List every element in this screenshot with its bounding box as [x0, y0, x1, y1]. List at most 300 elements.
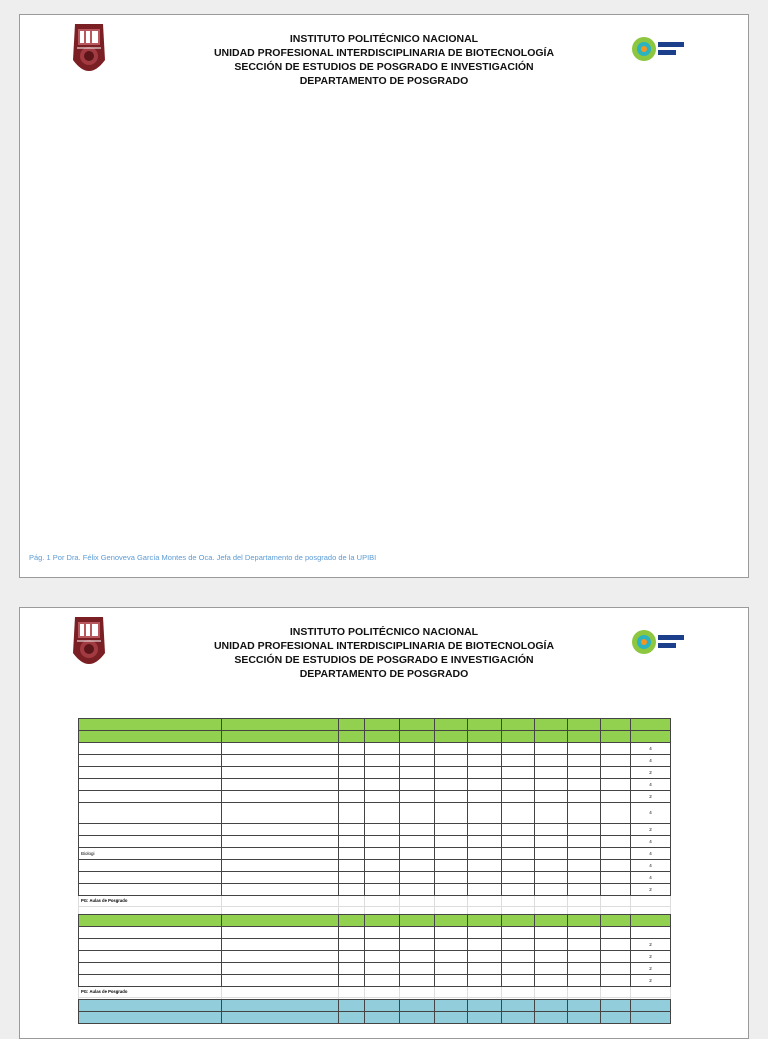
header-cell [601, 719, 631, 731]
header-cell [535, 927, 568, 939]
credits-cell: 2 [631, 951, 671, 963]
table-cell [400, 860, 435, 872]
table-cell [502, 824, 535, 836]
table-cell [535, 872, 568, 884]
credits-cell: 2 [631, 963, 671, 975]
header-cell [468, 927, 502, 939]
header-cell [601, 1000, 631, 1012]
header-cell [400, 1012, 435, 1024]
header-cell [502, 1000, 535, 1012]
table-cell [502, 779, 535, 791]
course-name-cell [79, 824, 222, 836]
table-cell [222, 791, 339, 803]
table-cell [400, 836, 435, 848]
table-row [79, 848, 671, 860]
table-cell [400, 951, 435, 963]
header-cell [568, 731, 601, 743]
course-name-cell [79, 803, 222, 824]
table-row [79, 951, 671, 963]
header-cell [365, 1012, 400, 1024]
table-cell [601, 836, 631, 848]
table-cell [339, 884, 365, 896]
table-cell [568, 987, 601, 998]
credits-cell: 4 [631, 872, 671, 884]
credits-cell: 2 [631, 791, 671, 803]
page-footer: Pág. 1 Por Dra. Félix Genoveva García Montes de Oca. Jefa del Departamento de posgrado de la UPIBI [29, 553, 377, 562]
table-row [79, 860, 671, 872]
header-cell [365, 927, 400, 939]
table-cell [468, 824, 502, 836]
table-cell [568, 848, 601, 860]
header-cell [601, 915, 631, 927]
table-cell [222, 987, 339, 998]
table-cell [435, 860, 468, 872]
header-cell [535, 1000, 568, 1012]
table-cell [400, 939, 435, 951]
table-cell [601, 767, 631, 779]
table-cell [400, 848, 435, 860]
header-cell [502, 719, 535, 731]
table-cell [535, 824, 568, 836]
header-cell [631, 915, 671, 927]
table-cell [400, 872, 435, 884]
table-cell [535, 896, 568, 907]
table-cell [435, 836, 468, 848]
header-cell [631, 927, 671, 939]
table-cell [535, 755, 568, 767]
table-cell [339, 987, 365, 998]
classroom-note: PG: Aulas de Posgrado [79, 987, 222, 998]
header-cell [535, 1012, 568, 1024]
header-cell [535, 719, 568, 731]
table-cell [502, 755, 535, 767]
table-cell [502, 791, 535, 803]
table-cell [601, 987, 631, 998]
table-cell [535, 779, 568, 791]
table-cell [468, 755, 502, 767]
table-cell [535, 848, 568, 860]
table-cell [601, 963, 631, 975]
table-cell [365, 824, 400, 836]
table-cell [468, 779, 502, 791]
table-cell [468, 872, 502, 884]
header-cell [339, 915, 365, 927]
table-cell [435, 884, 468, 896]
table-cell [365, 860, 400, 872]
course-name-cell [79, 951, 222, 963]
table-cell [502, 951, 535, 963]
table-cell [339, 791, 365, 803]
header-line-1: INSTITUTO POLITÉCNICO NACIONAL [289, 626, 479, 638]
table-cell [502, 836, 535, 848]
header-cell [79, 731, 222, 743]
header-line-2: UNIDAD PROFESIONAL INTERDISCIPLINARIA DE BIOTECNOLOGÍA [213, 47, 555, 59]
table-cell [339, 824, 365, 836]
header-cell [468, 1012, 502, 1024]
header-cell [222, 915, 339, 927]
header-line-2: UNIDAD PROFESIONAL INTERDISCIPLINARIA DE BIOTECNOLOGÍA [213, 640, 555, 652]
table-cell [222, 803, 339, 824]
header-cell [502, 915, 535, 927]
table-cell [400, 896, 435, 907]
header-cell [400, 927, 435, 939]
table-cell [400, 743, 435, 755]
header-cell [365, 719, 400, 731]
course-name-cell [79, 975, 222, 987]
table-cell [502, 803, 535, 824]
table-cell [502, 896, 535, 907]
table-cell [502, 848, 535, 860]
table-cell [468, 884, 502, 896]
header-cell [365, 1000, 400, 1012]
table-cell [339, 975, 365, 987]
table-cell [468, 963, 502, 975]
table-cell [222, 975, 339, 987]
header-cell [400, 731, 435, 743]
table-row [79, 767, 671, 779]
header-line-1: INSTITUTO POLITÉCNICO NACIONAL [289, 33, 479, 45]
course-name-cell [79, 779, 222, 791]
header-line-3: SECCIÓN DE ESTUDIOS DE POSGRADO E INVESTIGACIÓN [234, 654, 534, 666]
credits-cell: 4 [631, 803, 671, 824]
table-row [79, 836, 671, 848]
table-cell [222, 860, 339, 872]
table-cell [435, 767, 468, 779]
table-row [79, 963, 671, 975]
header-cell [339, 1000, 365, 1012]
table-cell [435, 896, 468, 907]
header-cell [79, 927, 222, 939]
header-cell [435, 915, 468, 927]
header-cell [400, 719, 435, 731]
table-cell [400, 824, 435, 836]
table-cell [568, 803, 601, 824]
course-name-cell [79, 939, 222, 951]
header-cell [568, 1012, 601, 1024]
header-cell [79, 1012, 222, 1024]
table-cell [435, 939, 468, 951]
table-cell [568, 824, 601, 836]
table-cell [339, 939, 365, 951]
table-row [79, 824, 671, 836]
document-page-1 [19, 14, 749, 578]
table-cell [365, 951, 400, 963]
table-cell [365, 975, 400, 987]
course-name-cell [79, 755, 222, 767]
table-cell [222, 939, 339, 951]
table-cell [339, 836, 365, 848]
credits-cell: 2 [631, 939, 671, 951]
table-cell [400, 803, 435, 824]
credits-cell: 4 [631, 779, 671, 791]
table-header-row [79, 1012, 671, 1024]
table-cell [400, 975, 435, 987]
table-cell [365, 743, 400, 755]
table-cell [535, 860, 568, 872]
table-cell [502, 767, 535, 779]
table-cell [601, 951, 631, 963]
table-cell [365, 872, 400, 884]
header-cell [468, 1000, 502, 1012]
table-header-row [79, 731, 671, 743]
table-cell [365, 803, 400, 824]
upibi-logo [630, 627, 686, 657]
header-cell [631, 1000, 671, 1012]
header-cell [222, 927, 339, 939]
table-cell [222, 884, 339, 896]
header-cell [79, 719, 222, 731]
table-cell [365, 884, 400, 896]
table-cell [365, 963, 400, 975]
table-cell [222, 824, 339, 836]
table-cell [400, 755, 435, 767]
table-cell [339, 848, 365, 860]
table-cell [631, 896, 671, 907]
course-table-1 [78, 718, 671, 918]
table-row [79, 755, 671, 767]
course-name-cell [79, 743, 222, 755]
table-cell [535, 767, 568, 779]
credits-cell: 2 [631, 824, 671, 836]
header-cell [535, 915, 568, 927]
note-row [79, 896, 671, 907]
credits-cell: 4 [631, 755, 671, 767]
header-cell [79, 915, 222, 927]
table-cell [568, 755, 601, 767]
header-cell [631, 1012, 671, 1024]
table-cell [222, 836, 339, 848]
table-cell [502, 743, 535, 755]
table-cell [468, 743, 502, 755]
table-header-row [79, 1000, 671, 1012]
header-cell [568, 915, 601, 927]
table-row [79, 791, 671, 803]
table-cell [468, 803, 502, 824]
table-cell [222, 872, 339, 884]
table-cell [468, 767, 502, 779]
upibi-logo [630, 34, 686, 64]
table-cell [339, 963, 365, 975]
table-cell [222, 779, 339, 791]
table-cell [535, 951, 568, 963]
table-cell [568, 791, 601, 803]
table-cell [568, 963, 601, 975]
table-cell [365, 848, 400, 860]
credits-cell: 4 [631, 743, 671, 755]
table-cell [435, 975, 468, 987]
header-cell [568, 719, 601, 731]
table-cell [535, 975, 568, 987]
table-row [79, 884, 671, 896]
table-cell [568, 872, 601, 884]
table-cell [339, 743, 365, 755]
table-cell [601, 824, 631, 836]
header-cell [601, 927, 631, 939]
header-cell [502, 731, 535, 743]
table-cell [435, 791, 468, 803]
table-row [79, 743, 671, 755]
table-cell [502, 884, 535, 896]
table-cell [468, 860, 502, 872]
header-cell [435, 731, 468, 743]
table-cell [339, 860, 365, 872]
table-cell [339, 779, 365, 791]
header-cell [568, 1000, 601, 1012]
table-cell [339, 755, 365, 767]
table-subheader-row [79, 927, 671, 939]
table-cell [502, 939, 535, 951]
classroom-note: PG: Aulas de Posgrado [79, 896, 222, 907]
table-cell [535, 836, 568, 848]
table-cell [601, 743, 631, 755]
table-cell [601, 884, 631, 896]
table-cell [339, 951, 365, 963]
table-cell [339, 896, 365, 907]
credits-cell: 2 [631, 767, 671, 779]
table-cell [468, 951, 502, 963]
header-cell [222, 731, 339, 743]
table-cell [502, 975, 535, 987]
course-name-cell [79, 884, 222, 896]
table-cell [601, 872, 631, 884]
table-cell [468, 939, 502, 951]
table-cell [339, 803, 365, 824]
credits-cell: 4 [631, 860, 671, 872]
table-cell [468, 848, 502, 860]
table-cell [222, 755, 339, 767]
table-cell [601, 803, 631, 824]
header-line-4: DEPARTAMENTO DE POSGRADO [299, 75, 469, 87]
table-cell [468, 836, 502, 848]
table-cell [601, 975, 631, 987]
course-table-3 [78, 999, 671, 1024]
table-cell [365, 791, 400, 803]
table-cell [435, 803, 468, 824]
table-row [79, 872, 671, 884]
table-cell [568, 779, 601, 791]
table-cell [365, 987, 400, 998]
table-cell [502, 860, 535, 872]
table-cell [502, 872, 535, 884]
table-row [79, 803, 671, 824]
table-cell [568, 767, 601, 779]
table-cell [222, 963, 339, 975]
table-cell [535, 884, 568, 896]
table-cell [365, 836, 400, 848]
table-cell [400, 987, 435, 998]
header-cell [365, 915, 400, 927]
table-cell [400, 963, 435, 975]
header-cell [365, 731, 400, 743]
header-cell [468, 719, 502, 731]
table-cell [468, 791, 502, 803]
note-row [79, 987, 671, 998]
table-row [79, 779, 671, 791]
table-cell [601, 939, 631, 951]
table-cell [601, 860, 631, 872]
course-name-cell [79, 791, 222, 803]
table-cell [568, 951, 601, 963]
table-cell [365, 779, 400, 791]
header-cell [339, 927, 365, 939]
table-cell [568, 860, 601, 872]
table-cell [568, 896, 601, 907]
table-cell [568, 743, 601, 755]
table-cell [339, 872, 365, 884]
header-cell [435, 1012, 468, 1024]
table-header-row [79, 915, 671, 927]
header-cell [502, 1012, 535, 1024]
course-table-2 [78, 914, 671, 1009]
header-cell [568, 927, 601, 939]
course-name-cell [79, 963, 222, 975]
table-cell [400, 767, 435, 779]
course-name-cell [79, 767, 222, 779]
table-cell [365, 767, 400, 779]
credits-cell: 4 [631, 836, 671, 848]
header-cell [535, 731, 568, 743]
header-cell [631, 731, 671, 743]
table-cell [568, 975, 601, 987]
table-cell [435, 951, 468, 963]
header-cell [631, 719, 671, 731]
header-cell [79, 1000, 222, 1012]
header-cell [339, 731, 365, 743]
table-cell [400, 779, 435, 791]
table-cell [435, 824, 468, 836]
header-cell [502, 927, 535, 939]
table-cell [365, 939, 400, 951]
table-cell [568, 836, 601, 848]
header-cell [400, 915, 435, 927]
table-cell [435, 987, 468, 998]
table-cell [468, 987, 502, 998]
table-cell [535, 803, 568, 824]
table-header-row [79, 719, 671, 731]
table-row [79, 939, 671, 951]
table-cell [601, 779, 631, 791]
table-cell [400, 884, 435, 896]
credits-cell: 4 [631, 848, 671, 860]
table-cell [400, 791, 435, 803]
table-cell [568, 884, 601, 896]
table-row [79, 975, 671, 987]
credits-cell: 2 [631, 975, 671, 987]
table-cell [601, 755, 631, 767]
header-line-3: SECCIÓN DE ESTUDIOS DE POSGRADO E INVESTIGACIÓN [234, 61, 534, 73]
table-cell [502, 963, 535, 975]
course-name-cell [79, 860, 222, 872]
header-cell [468, 915, 502, 927]
table-cell [535, 939, 568, 951]
header-cell [601, 731, 631, 743]
table-cell [435, 963, 468, 975]
table-cell [631, 987, 671, 998]
table-cell [468, 896, 502, 907]
table-cell [435, 755, 468, 767]
document-page-2 [19, 607, 749, 1039]
table-cell [222, 848, 339, 860]
header-cell [400, 1000, 435, 1012]
table-cell [535, 963, 568, 975]
table-cell [435, 779, 468, 791]
header-cell [468, 731, 502, 743]
table-cell [601, 848, 631, 860]
header-cell [222, 1000, 339, 1012]
table-cell [435, 848, 468, 860]
header-line-4: DEPARTAMENTO DE POSGRADO [299, 668, 469, 680]
table-cell [222, 951, 339, 963]
